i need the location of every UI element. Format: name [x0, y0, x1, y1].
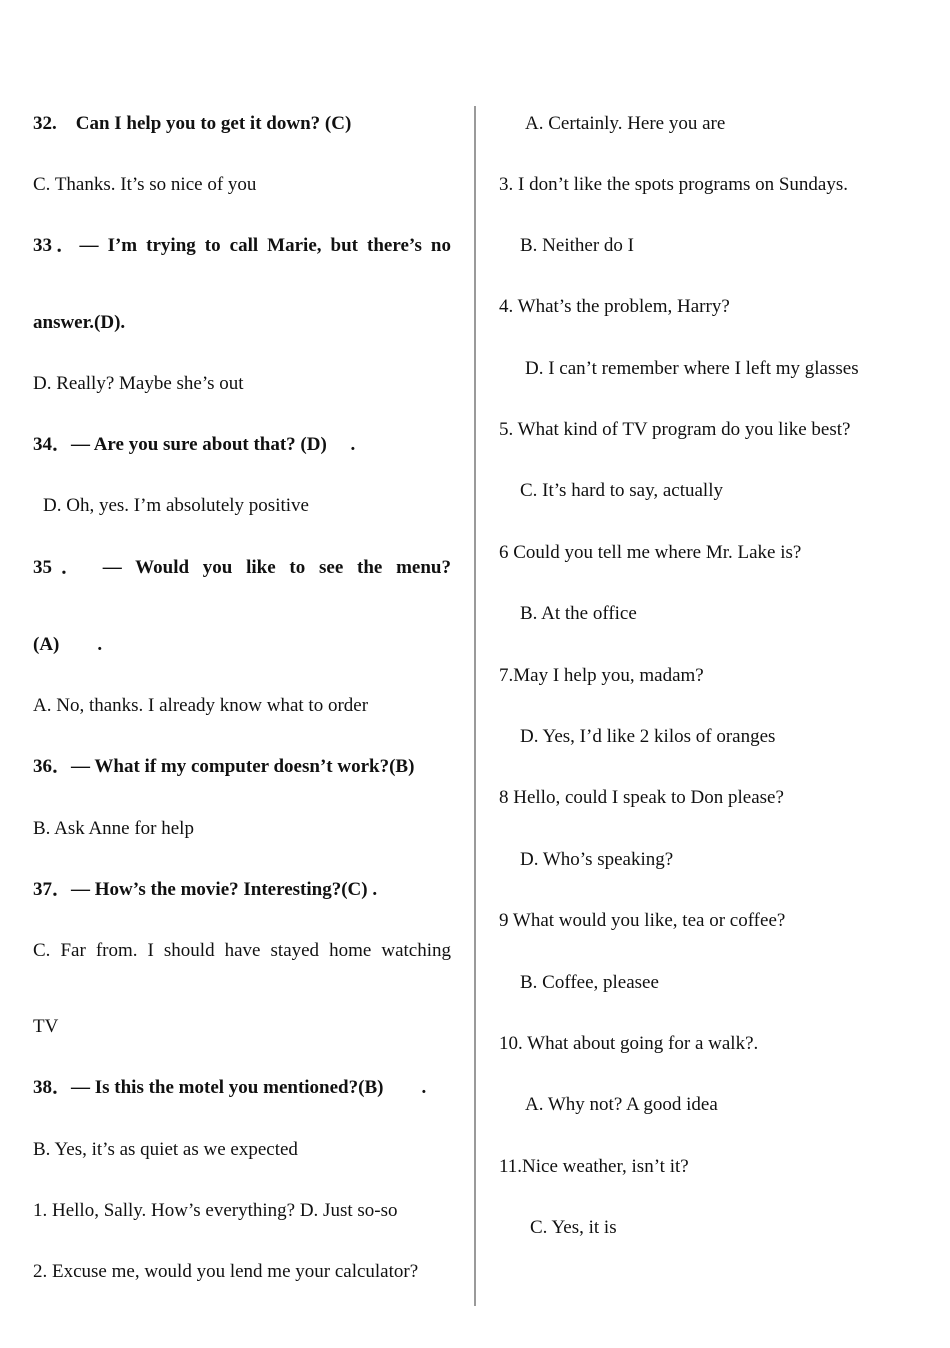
dialogue-item-1: 1. Hello, Sally. How’s everything? D. Just so-so: [33, 1200, 398, 1221]
answer-33: D. Really? Maybe she’s out: [33, 373, 244, 394]
question-10: 10. What about going for a walk?.: [499, 1033, 759, 1054]
answer-10: A. Why not? A good idea: [525, 1094, 718, 1115]
question-38: 38．— Is this the motel you mentioned?(B) .: [33, 1077, 427, 1098]
answer-8: D. Who’s speaking?: [520, 849, 674, 870]
question-7: 7.May I help you, madam?: [499, 665, 704, 686]
question-32: 32. Can I help you to get it down? (C): [33, 113, 352, 134]
answer-11: C. Yes, it is: [530, 1217, 617, 1238]
question-6: 6 Could you tell me where Mr. Lake is?: [499, 542, 802, 563]
answer-4: D. I can’t remember where I left my glasses: [525, 358, 859, 379]
question-35-line-1: 35． — Would you like to see the menu?: [33, 557, 451, 578]
answer-38: B. Yes, it’s as quiet as we expected: [33, 1139, 298, 1160]
question-4: 4. What’s the problem, Harry?: [499, 296, 730, 317]
question-35-line-2: (A) .: [33, 634, 103, 655]
answer-36: B. Ask Anne for help: [33, 818, 194, 839]
answer-3: B. Neither do I: [520, 235, 634, 256]
question-5: 5. What kind of TV program do you like best?: [499, 419, 851, 440]
question-3: 3. I don’t like the spots programs on Sundays.: [499, 174, 849, 195]
question-36: 36．— What if my computer doesn’t work?(B): [33, 756, 415, 777]
column-divider: [474, 106, 476, 1306]
question-33-line-1: 33．— I’m trying to call Marie, but there’s no: [33, 235, 451, 256]
dialogue-item-2: 2. Excuse me, would you lend me your calculator?: [33, 1261, 419, 1282]
answer-35: A. No, thanks. I already know what to order: [33, 695, 369, 716]
answer-9: B. Coffee, pleasee: [520, 972, 659, 993]
question-37: 37．— How’s the movie? Interesting?(C) .: [33, 879, 378, 900]
answer-32: C. Thanks. It’s so nice of you: [33, 174, 257, 195]
answer-7: D. Yes, I’d like 2 kilos of oranges: [520, 726, 776, 747]
answer-2: A. Certainly. Here you are: [525, 113, 726, 134]
answer-34: D. Oh, yes. I’m absolutely positive: [43, 495, 309, 516]
question-8: 8 Hello, could I speak to Don please?: [499, 787, 784, 808]
answer-6: B. At the office: [520, 603, 637, 624]
question-11: 11.Nice weather, isn’t it?: [499, 1156, 689, 1177]
answer-5: C. It’s hard to say, actually: [520, 480, 723, 501]
question-33-line-2: answer.(D).: [33, 312, 126, 333]
answer-37-line-2: TV: [33, 1016, 59, 1037]
answer-37-line-1: C. Far from. I should have stayed home watching: [33, 940, 451, 961]
question-9: 9 What would you like, tea or coffee?: [499, 910, 786, 931]
question-34: 34．— Are you sure about that? (D) .: [33, 434, 356, 455]
